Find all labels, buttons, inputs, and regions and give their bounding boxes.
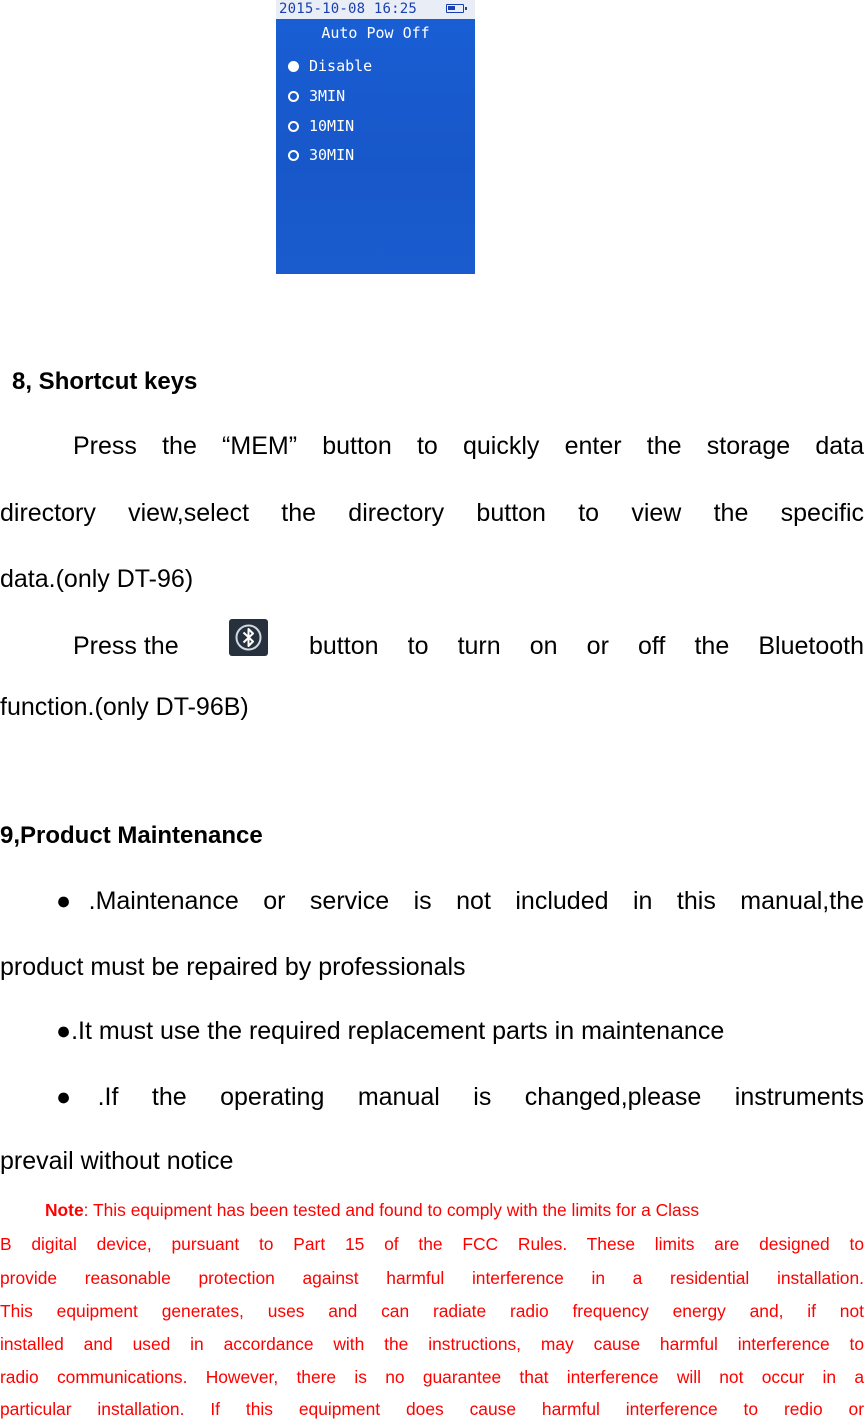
radio-unselected-icon	[288, 150, 299, 161]
note-label: Note	[45, 1200, 84, 1220]
paragraph-line: button to turn on or off the Bluetooth	[309, 632, 864, 660]
paragraph-line: function.(only DT-96B)	[0, 693, 249, 721]
bluetooth-icon	[229, 619, 268, 656]
radio-unselected-icon	[288, 91, 299, 102]
paragraph-line: Press the “MEM” button to quickly enter the storage data	[73, 432, 864, 460]
option-30min	[288, 145, 354, 165]
screen-status-bar	[276, 0, 475, 19]
note-line: provide reasonable protection against harmful interference in a residential installation.	[0, 1268, 864, 1288]
battery-icon	[446, 4, 464, 13]
screen-menu-title: Auto Pow Off	[321, 24, 430, 42]
device-screen-photo	[276, 0, 475, 274]
bullet-line: ●.Maintenance or service is not included in this manual,the	[56, 887, 864, 915]
option-label: 3MIN	[309, 87, 346, 105]
note-text: : This equipment has been tested and found to comply with the limits for a Class	[83, 1200, 700, 1220]
screen-datetime: 2015-10-08 16:25	[279, 1, 418, 17]
note-line	[45, 1200, 864, 1221]
radio-unselected-icon	[288, 121, 299, 132]
option-label: Disable	[309, 57, 373, 75]
paragraph-line: data.(only DT-96)	[0, 565, 194, 593]
radio-selected-icon	[288, 61, 299, 72]
bullet-line: ●.If the operating manual is changed,please instruments	[56, 1083, 864, 1111]
bullet-line: ●.It must use the required replacement parts in maintenance	[56, 1017, 725, 1045]
option-label: 10MIN	[309, 117, 355, 135]
option-disable	[288, 56, 372, 76]
section-9-heading: 9,Product Maintenance	[0, 822, 263, 849]
option-label: 30MIN	[309, 146, 355, 164]
bullet-line: product must be repaired by professionals	[0, 953, 466, 981]
note-line: installed and used in accordance with the instructions, may cause harmful interference to	[0, 1334, 864, 1354]
paragraph-line: directory view,select the directory button to view the specific	[0, 499, 864, 527]
note-line: particular installation. If this equipment does cause harmful interference to redio or	[0, 1399, 864, 1419]
option-10min	[288, 116, 354, 136]
option-3min	[288, 86, 345, 106]
bullet-line: prevail without notice	[0, 1147, 234, 1175]
section-8-heading: 8, Shortcut keys	[12, 368, 198, 395]
note-line: B digital device, pursuant to Part 15 of the FCC Rules. These limits are designed to	[0, 1234, 864, 1254]
note-line: This equipment generates, uses and can radiate radio frequency energy and, if not	[0, 1301, 864, 1321]
paragraph-line: Press the	[73, 632, 179, 660]
note-line: radio communications. However, there is no guarantee that interference will not occur in a	[0, 1367, 864, 1387]
